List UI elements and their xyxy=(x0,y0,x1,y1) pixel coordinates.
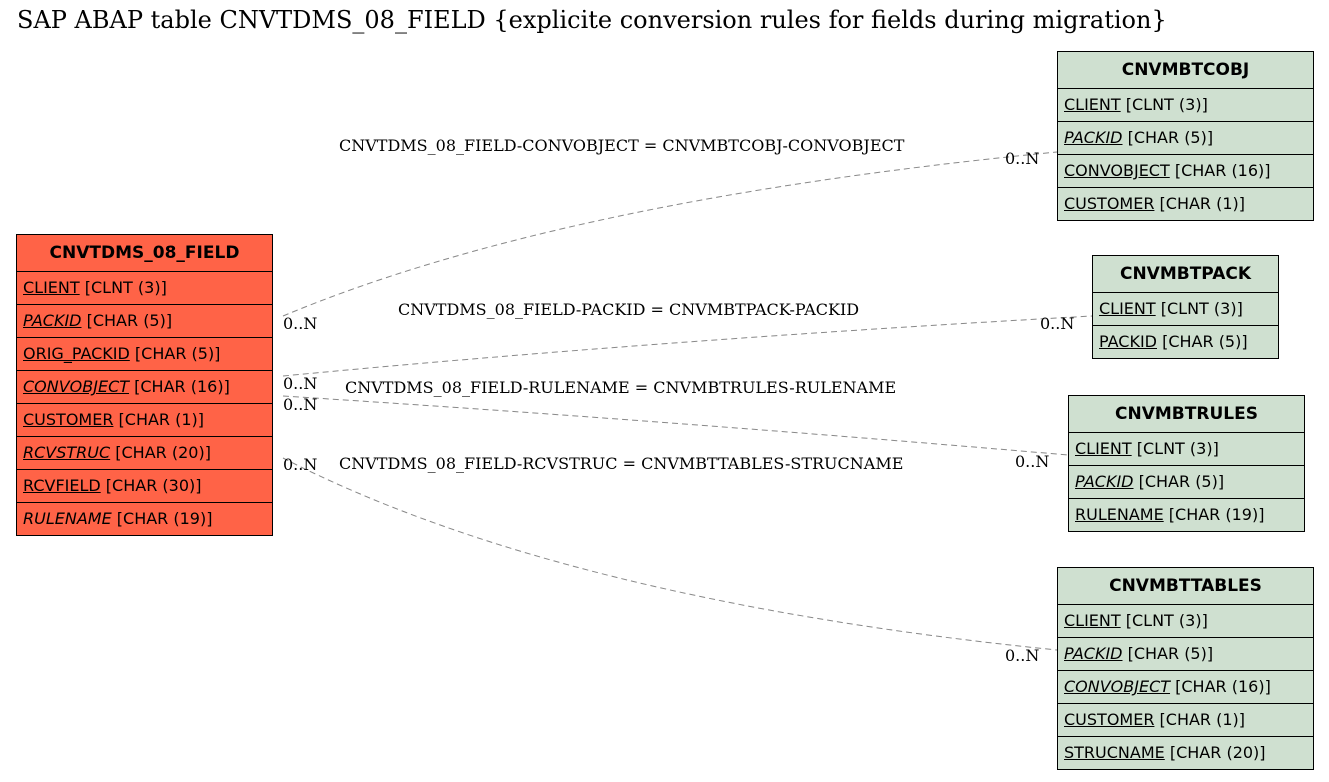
field-row: PACKID [CHAR (5)] xyxy=(1058,122,1313,155)
table-header: CNVMBTRULES xyxy=(1069,396,1304,433)
field-row: PACKID [CHAR (5)] xyxy=(1058,638,1313,671)
field-row: CLIENT [CLNT (3)] xyxy=(1069,433,1304,466)
field-row: CUSTOMER [CHAR (1)] xyxy=(1058,704,1313,737)
field-row: CONVOBJECT [CHAR (16)] xyxy=(1058,155,1313,188)
cardinality-to-convobject: 0..N xyxy=(1005,149,1040,168)
table-cnvmbtpack[interactable] xyxy=(1092,255,1279,359)
field-row: CONVOBJECT [CHAR (16)] xyxy=(1058,671,1313,704)
field-row: STRUCNAME [CHAR (20)] xyxy=(1064,743,1266,762)
field-row: CUSTOMER [CHAR (1)] xyxy=(1064,194,1246,213)
cardinality-to-rcvstruc: 0..N xyxy=(1005,646,1040,665)
field-row: PACKID [CHAR (5)] xyxy=(17,305,272,338)
field-row: CONVOBJECT [CHAR (16)] xyxy=(17,371,272,404)
relation-line-packid xyxy=(283,316,1092,376)
field-row: CLIENT [CLNT (3)] xyxy=(17,272,272,305)
page-title: SAP ABAP table CNVTDMS_08_FIELD {explicite conversion rules for fields during migration} xyxy=(17,6,1167,34)
table-cnvtdms-08-field[interactable] xyxy=(16,234,273,536)
field-row: RCVSTRUC [CHAR (20)] xyxy=(17,437,272,470)
table-cnvmbtrules[interactable] xyxy=(1068,395,1305,532)
relation-label-rcvstruc: CNVTDMS_08_FIELD-RCVSTRUC = CNVMBTTABLES-STRUCNAME xyxy=(339,454,904,473)
table-cnvmbtcobj[interactable] xyxy=(1057,51,1314,221)
cardinality-from-rulename: 0..N xyxy=(283,395,318,414)
table-header: CNVMBTPACK xyxy=(1093,256,1278,293)
field-row: PACKID [CHAR (5)] xyxy=(1099,332,1248,351)
field-row: CLIENT [CLNT (3)] xyxy=(1093,293,1278,326)
relation-label-rulename: CNVTDMS_08_FIELD-RULENAME = CNVMBTRULES-RULENAME xyxy=(345,378,897,397)
cardinality-to-rulename: 0..N xyxy=(1015,452,1050,471)
relation-label-packid: CNVTDMS_08_FIELD-PACKID = CNVMBTPACK-PACKID xyxy=(398,300,860,319)
cardinality-from-convobject: 0..N xyxy=(283,314,318,333)
cardinality-from-rcvstruc: 0..N xyxy=(283,455,318,474)
table-header: CNVTDMS_08_FIELD xyxy=(17,235,272,272)
relation-line-rulename xyxy=(283,396,1068,455)
field-row: CUSTOMER [CHAR (1)] xyxy=(17,404,272,437)
field-row: RULENAME [CHAR (19)] xyxy=(1075,505,1265,524)
cardinality-to-packid: 0..N xyxy=(1040,314,1075,333)
table-header: CNVMBTTABLES xyxy=(1058,568,1313,605)
relation-line-rcvstruc xyxy=(283,458,1057,650)
relation-label-convobject: CNVTDMS_08_FIELD-CONVOBJECT = CNVMBTCOBJ-CONVOBJECT xyxy=(339,136,905,155)
table-header: CNVMBTCOBJ xyxy=(1058,52,1313,89)
relation-line-convobject xyxy=(283,152,1057,316)
cardinality-from-packid: 0..N xyxy=(283,374,318,393)
field-row: RULENAME [CHAR (19)] xyxy=(23,509,213,528)
field-row: PACKID [CHAR (5)] xyxy=(1069,466,1304,499)
field-row: RCVFIELD [CHAR (30)] xyxy=(17,470,272,503)
field-row: CLIENT [CLNT (3)] xyxy=(1058,605,1313,638)
table-cnvmbttables[interactable] xyxy=(1057,567,1314,770)
field-row: ORIG_PACKID [CHAR (5)] xyxy=(17,338,272,371)
field-row: CLIENT [CLNT (3)] xyxy=(1058,89,1313,122)
